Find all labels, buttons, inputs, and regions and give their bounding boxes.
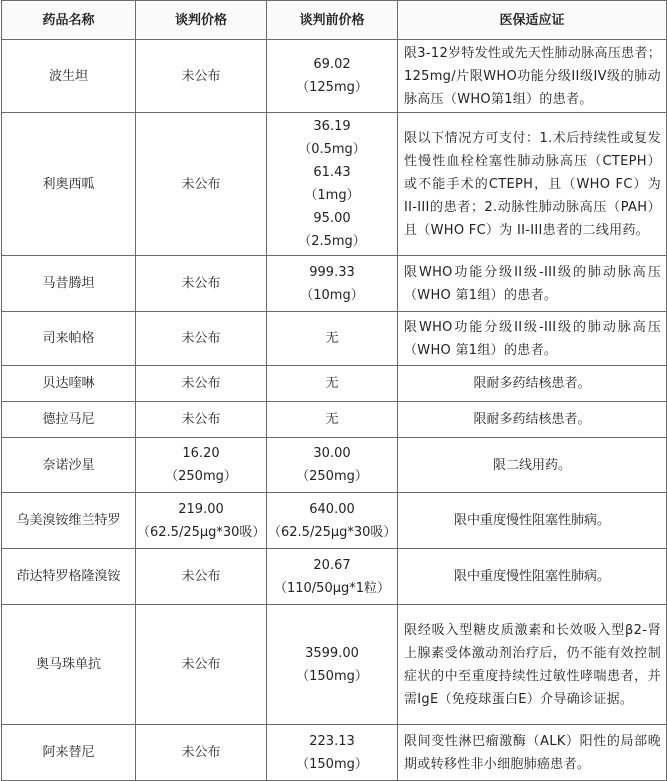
table-header-row: [2, 1, 667, 40]
table-row: [2, 605, 667, 725]
indication-cell: 限耐多药结核患者。: [398, 366, 667, 402]
indication-cell: 限WHO功能分级II级-III级的肺动脉高压（WHO 第1组）的患者。: [398, 312, 667, 366]
pre-negotiation-price-line: （2.5mg）: [298, 234, 366, 249]
indication-cell: 限耐多药结核患者。: [398, 402, 667, 438]
table-row: [2, 113, 667, 256]
pre-negotiation-price-cell: [267, 113, 398, 256]
indication-cell: 限以下情况方可支付：1.术后持续性或复发性慢性血栓栓塞性肺动脉高压（CTEPH）或不能手术的CTEPH，且（WHO FC）为II-III的患者；2.动脉性肺动脉高压（PAH）且（WHO FC）为 II-III患者的二线用药。: [398, 113, 667, 256]
pre-negotiation-price-line: （125mg）: [296, 80, 368, 95]
pre-negotiation-price-line: 61.43: [313, 165, 351, 180]
pre-negotiation-price-line: （1mg）: [304, 188, 360, 203]
header-negotiated-price: 谈判价格: [136, 1, 267, 40]
indication-cell: 限3-12岁特发性或先天性肺动脉高压患者；125mg/片限WHO功能分级II级IV级的肺动脉高压（WHO第1组）的患者。: [398, 40, 667, 113]
pre-negotiation-price-line: 无: [325, 331, 339, 346]
header-pre-negotiation-price: 谈判前价格: [267, 1, 398, 40]
negotiated-price-cell: 未公布: [136, 113, 267, 256]
pre-negotiation-price-line: （62.5/25μg*30吸）: [268, 524, 397, 540]
pre-negotiation-price-cell: [267, 438, 398, 493]
pre-negotiation-price-cell: [267, 725, 398, 781]
indication-cell: 限二线用药。: [398, 438, 667, 493]
table-row: [2, 256, 667, 312]
negotiated-price-cell: 未公布: [136, 256, 267, 312]
negotiated-price-cell: 未公布: [136, 605, 267, 725]
pre-negotiation-price-cell: [267, 493, 398, 549]
indication-cell: 限间变性淋巴瘤激酶（ALK）阳性的局部晚期或转移性非小细胞肺癌患者。: [398, 725, 667, 781]
pre-negotiation-price-cell: [267, 549, 398, 605]
negotiated-price-cell: 未公布: [136, 725, 267, 781]
pre-negotiation-price-line: 999.33: [309, 264, 355, 280]
pre-negotiation-price-line: （10mg）: [300, 287, 364, 303]
pre-negotiation-price-line: 69.02: [313, 57, 351, 72]
pre-negotiation-price-line: 640.00: [309, 501, 355, 517]
table-row: [2, 402, 667, 438]
drug-name-cell: 德拉马尼: [2, 402, 136, 438]
drug-name-cell: 奥马珠单抗: [2, 605, 136, 725]
table-row: [2, 725, 667, 781]
pre-negotiation-price-line: （250mg）: [296, 469, 368, 484]
negotiated-price-line: （62.5/25μg*30吸）: [137, 524, 266, 540]
negotiated-price-cell: 未公布: [136, 40, 267, 113]
pre-negotiation-price-cell: [267, 605, 398, 725]
pre-negotiation-price-cell: [267, 40, 398, 113]
negotiated-price-line: 219.00: [178, 501, 224, 517]
pre-negotiation-price-line: 无: [325, 412, 339, 427]
pre-negotiation-price-cell: [267, 402, 398, 438]
drug-price-table: [1, 0, 667, 781]
drug-name-cell: 乌美溴铵维兰特罗: [2, 493, 136, 549]
table-row: [2, 493, 667, 549]
pre-negotiation-price-line: 95.00: [313, 211, 351, 226]
negotiated-price-line: 16.20: [182, 446, 220, 461]
pre-negotiation-price-line: （150mg）: [296, 668, 368, 684]
pre-negotiation-price-line: 无: [325, 376, 339, 391]
negotiated-price-cell: [136, 493, 267, 549]
table-row: [2, 366, 667, 402]
pre-negotiation-price-cell: [267, 366, 398, 402]
drug-name-cell: 奈诺沙星: [2, 438, 136, 493]
pre-negotiation-price-line: （150mg）: [296, 756, 368, 772]
pre-negotiation-price-cell: [267, 312, 398, 366]
indication-cell: 限中重度慢性阻塞性肺病。: [398, 493, 667, 549]
drug-name-cell: 波生坦: [2, 40, 136, 113]
negotiated-price-cell: 未公布: [136, 366, 267, 402]
negotiated-price-cell: 未公布: [136, 312, 267, 366]
drug-name-cell: 马昔腾坦: [2, 256, 136, 312]
pre-negotiation-price-line: （0.5mg）: [298, 142, 366, 157]
pre-negotiation-price-line: 36.19: [313, 119, 351, 134]
pre-negotiation-price-line: 30.00: [313, 446, 351, 461]
drug-name-cell: 贝达喹啉: [2, 366, 136, 402]
drug-name-cell: 茚达特罗格隆溴铵: [2, 549, 136, 605]
negotiated-price-cell: [136, 438, 267, 493]
pre-negotiation-price-line: 3599.00: [305, 645, 359, 661]
drug-name-cell: 司来帕格: [2, 312, 136, 366]
table-row: [2, 438, 667, 493]
negotiated-price-line: （250mg）: [165, 469, 237, 484]
pre-negotiation-price-line: （110/50μg*1粒）: [273, 580, 391, 596]
negotiated-price-cell: 未公布: [136, 402, 267, 438]
table-row: [2, 312, 667, 366]
table-row: [2, 40, 667, 113]
header-drug-name: 药品名称: [2, 1, 136, 40]
drug-name-cell: 利奥西呱: [2, 113, 136, 256]
pre-negotiation-price-cell: [267, 256, 398, 312]
table-row: [2, 549, 667, 605]
pre-negotiation-price-line: 20.67: [313, 557, 351, 573]
negotiated-price-cell: 未公布: [136, 549, 267, 605]
header-indication: 医保适应证: [398, 1, 667, 40]
pre-negotiation-price-line: 223.13: [309, 733, 355, 749]
indication-cell: 限经吸入型糖皮质激素和长效吸入型β2-肾上腺素受体激动剂治疗后，仍不能有效控制症状的中至重度持续性过敏性哮喘患者，并需IgE（免疫球蛋白E）介导确诊证据。: [398, 605, 667, 725]
indication-cell: 限WHO功能分级II级-III级的肺动脉高压（WHO 第1组）的患者。: [398, 256, 667, 312]
indication-cell: 限中重度慢性阻塞性肺病。: [398, 549, 667, 605]
drug-name-cell: 阿来替尼: [2, 725, 136, 781]
